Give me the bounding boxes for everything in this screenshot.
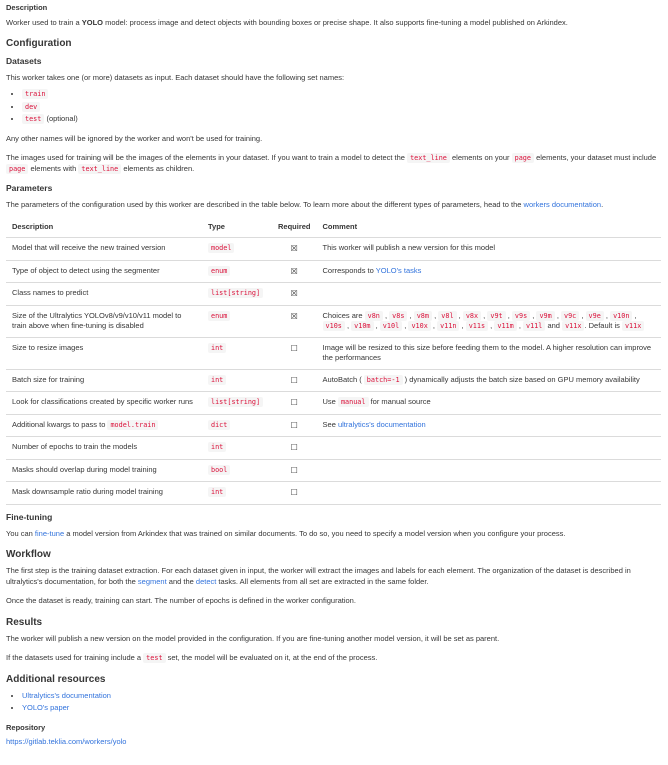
row-type: int	[202, 482, 272, 505]
checkbox-checked-icon: ☒	[290, 244, 298, 254]
model-size-choice: v10s	[323, 321, 345, 331]
row-description: Number of epochs to train the models	[6, 437, 202, 460]
datasets-ignored-note: Any other names will be ignored by the worker and won't be used for training.	[6, 133, 263, 143]
table-row	[6, 437, 661, 460]
table-row	[6, 414, 661, 437]
set-item-test: • test (optional)	[22, 114, 662, 125]
row-required	[272, 238, 317, 261]
model-size-choice: v9s	[512, 311, 530, 321]
list-item	[22, 691, 662, 702]
list-item	[22, 703, 662, 714]
row-description: Batch size for training	[6, 369, 202, 392]
row-comment: See ultralytics's documentation	[317, 414, 661, 437]
model-size-choice: v9c	[561, 311, 579, 321]
row-type: int	[202, 337, 272, 369]
column-header-description: Description	[6, 217, 202, 238]
row-comment: AutoBatch ( batch=-1 ) dynamically adjusts the batch size based on GPU memory availability	[317, 369, 661, 392]
model-size-choice: v9m	[536, 311, 554, 321]
set-item-train: • train	[22, 89, 662, 100]
row-description: Class names to predict	[6, 283, 202, 306]
parameters-table	[6, 217, 661, 505]
row-required	[272, 260, 317, 283]
row-required	[272, 392, 317, 415]
repository-heading: Repository	[6, 722, 46, 732]
table-row	[6, 260, 661, 283]
row-comment: Image will be resized to this size before feeding them to the model. A higher resolution can improve the performances	[317, 337, 661, 369]
checkbox-unchecked-icon: ☐	[290, 398, 298, 408]
fine-tune-link[interactable]: fine-tune	[34, 528, 65, 538]
set-item-dev: • dev	[22, 102, 662, 113]
checkbox-unchecked-icon: ☐	[290, 420, 298, 430]
model-size-choice: v10l	[380, 321, 402, 331]
row-required	[272, 459, 317, 482]
model-size-choice: v8x	[463, 311, 481, 321]
results-paragraph-1: The worker will publish a new version on the model provided in the configuration. If you are fine-tuning another model version, it will be set as parent.	[6, 633, 500, 643]
yolo-bold: YOLO	[81, 17, 103, 27]
results-heading: Results	[6, 616, 43, 628]
row-comment: This worker will publish a new version for this model	[317, 238, 661, 261]
yolo-tasks-link[interactable]: YOLO's tasks	[375, 265, 422, 275]
model-size-choice: v8m	[414, 311, 432, 321]
model-size-choices: v8n , v8s , v8m , v8l , v8x , v9t , v9s , v9m , v9c , v9e , v10n , v10s , v10m , v10l , v10x , v11n , v11s , v11m , v11l and v11x	[323, 311, 637, 331]
model-size-choice: v11x	[562, 321, 584, 331]
model-size-choice: v10n	[610, 311, 632, 321]
fine-tuning-heading: Fine-tuning	[6, 511, 53, 522]
row-type: list[string]	[202, 283, 272, 306]
fine-tuning-text: You can fine-tune a model version from Arkindex that was trained on similar documents. To do so, you need to specify a model version when you configure your process.	[6, 528, 566, 538]
repository-link[interactable]: https://gitlab.teklia.com/workers/yolo	[6, 737, 127, 747]
row-type: int	[202, 369, 272, 392]
configuration-heading: Configuration	[6, 38, 72, 49]
repository-url-row	[6, 737, 662, 748]
row-required	[272, 305, 317, 337]
row-description: Size to resize images	[6, 337, 202, 369]
results-paragraph-2: If the datasets used for training include a test set, the model will be evaluated on it, at the end of the process.	[6, 653, 378, 663]
row-comment	[317, 459, 661, 482]
column-header-type: Type	[202, 217, 272, 238]
row-description: Look for classifications created by specific worker runs	[6, 392, 202, 415]
model-size-choice: v11n	[437, 321, 459, 331]
row-description: Additional kwargs to pass to model.train	[6, 414, 202, 437]
table-row	[6, 392, 661, 415]
parameters-intro: The parameters of the configuration used by this worker are described in the table below. To learn more about the different types of parameters, head to the workers documentation.	[6, 200, 604, 210]
model-size-choice: v10m	[351, 321, 373, 331]
row-description: Model that will receive the new trained version	[6, 238, 202, 261]
checkbox-unchecked-icon: ☐	[290, 443, 298, 453]
table-row	[6, 238, 661, 261]
row-type: model	[202, 238, 272, 261]
segment-link[interactable]: segment	[137, 576, 167, 586]
model-size-choice: v11l	[523, 321, 545, 331]
row-type: enum	[202, 305, 272, 337]
row-required	[272, 482, 317, 505]
description-heading: Description	[6, 3, 48, 12]
yolo-paper-link[interactable]: YOLO's paper	[22, 703, 70, 713]
table-row	[6, 283, 661, 306]
row-description: Size of the Ultralytics YOLOv8/v9/v10/v11 model to train above when fine-tuning is disabled	[6, 305, 202, 337]
row-type: dict	[202, 414, 272, 437]
dataset-set-list	[6, 89, 662, 125]
row-type: bool	[202, 459, 272, 482]
table-row	[6, 459, 661, 482]
row-required	[272, 414, 317, 437]
row-comment	[317, 482, 661, 505]
row-required	[272, 437, 317, 460]
description-text: Worker used to train a YOLO model: process image and detect objects with bounding boxes or precise shape. It also supports fine-tuning a model published on Arkindex.	[6, 17, 568, 27]
row-required	[272, 283, 317, 306]
datasets-intro: This worker takes one (or more) datasets as input. Each dataset should have the following set names:	[6, 72, 345, 82]
row-type: int	[202, 437, 272, 460]
column-header-required: Required	[272, 217, 317, 238]
checkbox-checked-icon: ☒	[290, 266, 298, 276]
row-required	[272, 369, 317, 392]
row-type: list[string]	[202, 392, 272, 415]
resources-list	[6, 691, 662, 714]
table-row	[6, 369, 661, 392]
model-size-choice: v8s	[389, 311, 407, 321]
row-comment: Use manual for manual source	[317, 392, 661, 415]
model-size-choice: v9t	[487, 311, 505, 321]
default-choice: v11x	[622, 321, 644, 331]
table-row	[6, 337, 661, 369]
table-row	[6, 305, 661, 337]
checkbox-checked-icon: ☒	[290, 289, 298, 299]
checkbox-unchecked-icon: ☐	[290, 375, 298, 385]
row-description: Mask downsample ratio during model training	[6, 482, 202, 505]
checkbox-unchecked-icon: ☐	[290, 465, 298, 475]
workflow-paragraph-2: Once the dataset is ready, training can start. The number of epochs is defined in the worker configuration.	[6, 596, 356, 606]
model-size-choice: v11m	[494, 321, 516, 331]
datasets-images-note: The images used for training will be the images of the elements in your dataset. If you want to train a model to detect the text_line elements on your page elements, your dataset must include page elements with text_line elements as children.	[6, 153, 657, 173]
row-comment: Corresponds to YOLO's tasks	[317, 260, 661, 283]
additional-resources-heading: Additional resources	[6, 673, 106, 685]
detect-link[interactable]: detect	[195, 576, 217, 586]
checkbox-unchecked-icon: ☐	[290, 488, 298, 498]
row-comment	[317, 283, 661, 306]
row-description: Type of object to detect using the segmenter	[6, 260, 202, 283]
model-size-choice: v9e	[586, 311, 604, 321]
ultralytics-docs-link[interactable]: ultralytics's documentation	[337, 419, 426, 429]
column-header-comment: Comment	[317, 217, 661, 238]
datasets-heading: Datasets	[6, 56, 42, 66]
model-size-choice: v8l	[438, 311, 456, 321]
model-size-choice: v11s	[466, 321, 488, 331]
checkbox-unchecked-icon: ☐	[290, 343, 298, 353]
row-description: Masks should overlap during model training	[6, 459, 202, 482]
parameters-heading: Parameters	[6, 183, 53, 194]
workers-documentation-link[interactable]: workers documentation	[523, 200, 602, 210]
row-type: enum	[202, 260, 272, 283]
model-size-choice: v8n	[365, 311, 383, 321]
workflow-paragraph-1: The first step is the training dataset extraction. For each dataset given in input, the worker will extract the images and labels for each element. The organization of the dataset is described in ultralytics's documentation, for both the segment and the detect tasks. All elements from all set are extracted in the same folder.	[6, 566, 631, 586]
checkbox-checked-icon: ☒	[290, 311, 298, 321]
ultralytics-documentation-link[interactable]: Ultralytics's documentation	[22, 690, 111, 700]
model-size-choice: v10x	[408, 321, 430, 331]
table-row	[6, 482, 661, 505]
row-required	[272, 337, 317, 369]
row-comment: Choices are v8n , v8s , v8m , v8l , v8x , v9t , v9s , v9m , v9c , v9e , v10n , v10s , v10m , v10l , v10x , v11n , v11s , v11m , v11l and v11x . Default is v11x	[317, 305, 661, 337]
workflow-heading: Workflow	[6, 549, 51, 561]
table-header-row	[6, 217, 661, 238]
row-comment	[317, 437, 661, 460]
